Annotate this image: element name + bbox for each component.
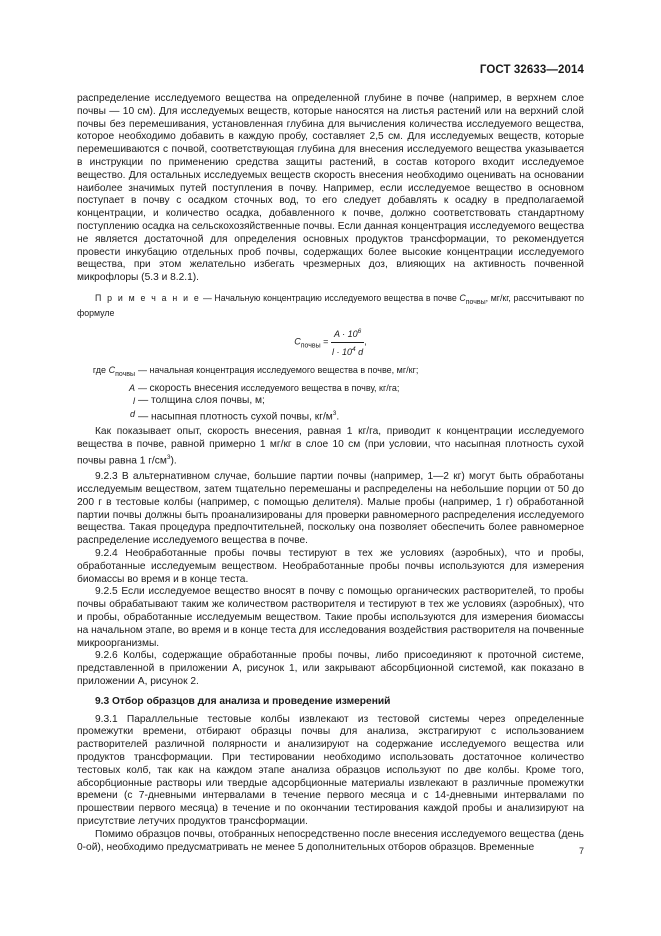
note-text-after: , мг/кг, рассчитывают по формуле [77, 292, 585, 319]
page-number: 7 [578, 846, 584, 856]
concentration-formula [77, 326, 584, 359]
legend-row-l [77, 395, 584, 408]
section-heading-9-3: 9.3 Отбор образцов для анализа и проведение измерений [95, 695, 391, 707]
legend-c-desc: — начальная концентрация исследуемого вещества в почве, мг/кг; [138, 365, 419, 376]
legend-a-desc [138, 382, 399, 396]
paragraph-9-2-3: 9.2.3 В альтернативном случае, большие партии почвы (например, 1—2 кг) могут быть обработаны исследуемым веществом, затем тщательно перемешаны и распределены на небольшие порции от 50 до 200 г в тестовые колбы (например, с помощью делителя). Малые пробы (например, 1 г) обработанной партии почвы должны быть проанализированы для проверки равномерного распределения исследуемого вещества. Такая процедура предпочтительней, поскольку она позволяет обеспечить более равномерное распределение исследуемого вещества в почве. [77, 471, 584, 547]
legend-row-c [77, 364, 584, 381]
legend-c-sym: C [108, 365, 116, 376]
formula-legend [77, 364, 584, 423]
formula-denominator-sup: 4 [352, 345, 356, 353]
paragraph-experience-text: Как показывает опыт, скорость внесения, равная 1 кг/га, приводит к концентрации исследуемого вещества в почве, равной примерно 1 мг/кг в слое 10 см (при условии, что насыпная плотность сухой почвы равна 1 г/см [77, 426, 584, 467]
paragraph-9-2-5: 9.2.5 Если исследуемое вещество вносят в почву с помощью органических растворителей, то пробы почвы обрабатывают таким же количеством растворителя и тестируют в тех же условиях (аэробных), что и пробы, обработанные исследуемым веществом. Такие пробы используются для измерения биомассы на начальном этапе, во время и в конце теста для исследования воздействия растворителя на почвенные микроорганизмы. [77, 586, 584, 649]
formula-fraction [331, 326, 364, 359]
legend-a-sym: A [128, 382, 135, 393]
legend-a-word: скорость внесения [149, 382, 239, 394]
formula-denominator-tail: d [355, 346, 364, 357]
paragraph-experience-sup: 3 [166, 454, 171, 462]
formula-numerator [331, 326, 364, 343]
paragraph-9-3-1: 9.3.1 Параллельные тестовые колбы извлекают из тестовой системы через определенные промежутки времени, отбирают образцы почвы для анализа, экстрагируют с использованием растворителей различной полярности и анализируют на содержание исследуемого вещества или продуктов трансформации. При тестировании необходимо использовать достаточное количество тестовых колб, так как на каждом этапе анализа образцов используют по две колбы. Кроме того, абсорбционные растворы или твердые адсорбционные материалы извлекают в различные промежутки времени (с 7-дневными интервалами в течение первого месяца и с 14-дневными интервалами по прошествии первого месяца) в течение и по окончании тестирования каждой пробы и анализируют на присутствие летучих продуктов трансформации. [77, 713, 584, 827]
legend-d-end: . [336, 410, 340, 422]
note-paragraph [77, 293, 584, 320]
note-label: П р и м е ч а н и е [95, 292, 201, 303]
formula-denominator-text: l · 10 [332, 346, 353, 357]
legend-d-sym: d [129, 408, 135, 419]
formula-numerator-text: A · 10 [333, 328, 358, 339]
standard-number-header: ГОСТ 32633—2014 [479, 64, 584, 76]
legend-d-desc [138, 408, 339, 424]
formula-lhs-sub: почвы [300, 342, 321, 350]
legend-c-sub: почвы [115, 371, 135, 379]
note-text-before: — Начальную концентрацию исследуемого вещества в почве [200, 292, 460, 303]
paragraph-experience-end: ). [170, 455, 177, 467]
legend-row-d [77, 408, 584, 424]
legend-d-sup: 3 [332, 409, 337, 417]
paragraph-experience [77, 426, 584, 468]
paragraph-sampling: Помимо образцов почвы, отобранных непосредственно после внесения исследуемого вещества (день 0-ой), необходимо предусматривать не менее 5 дополнительных отборов образцов. Временные [77, 828, 584, 853]
legend-prefix: где [92, 365, 109, 376]
formula-end: , [364, 336, 367, 347]
formula-lhs: C [294, 336, 301, 347]
legend-l-sym: l [133, 396, 135, 407]
legend-row-a [77, 382, 584, 396]
legend-l-desc: — толщина слоя почвы, м; [138, 395, 265, 407]
formula-equals: = [323, 336, 329, 347]
legend-c-symbol [77, 364, 138, 381]
paragraph-9-2-6: 9.2.6 Колбы, содержащие обработанные пробы почвы, либо присоединяют к проточной системе, представленной в приложении А, рисунок 1, или закрывают абсорбционной системой, как показано в приложении А, рисунок 2. [77, 650, 584, 688]
document-body [77, 93, 584, 854]
legend-a-rest: исследуемого вещества в почву, кг/га; [238, 382, 400, 393]
note-symbol-sub: почвы [465, 298, 486, 306]
legend-a-dash: — [138, 382, 150, 393]
formula-denominator [331, 343, 364, 359]
note-symbol: C [459, 292, 466, 303]
legend-d-text: — насыпная плотность сухой почвы, кг/м [138, 410, 333, 422]
paragraph-9-2-4: 9.2.4 Необработанные пробы почвы тестируют в тех же условиях (аэробных), что и пробы, обработанные исследуемым веществом. Необработанные пробы почвы используются для измерения биомассы во время и в конце теста. [77, 548, 584, 585]
formula-numerator-sup: 6 [357, 327, 362, 335]
paragraph-continuation: распределение исследуемого вещества на определенной глубине в почве (например, в верхнем слое почвы — 10 см). Для исследуемых веществ, которые наносятся на листья растений или на верхний слой почвы без перемешивания, установленная глубина для вычисления количества исследуемого вещества, которое необходимо добавить в каждую пробу, составляет 2,5 см. Для исследуемых веществ, которые перемешиваются с почвой, соответствующая глубина для внесения исследуемого вещества указывается в инструкции по применению средства защиты растений, в состав которого входит исследуемое вещество. Для остальных исследуемых веществ скорость внесения необходимо оценивать на основании наиболее значимых путей поступления в почву. Например, если исследуемое вещество в основном поступает в почву с осадком сточных вод, то его следует добавлять к осадку в предполагаемой концентрации, и количество осадка, добавленного к почве, должно соответствовать стандартному поступлению осадка на сельскохозяйственные почвы. Если данная концентрация исследуемого вещества не является достаточной для определения основных продуктов трансформации, то рекомендуется провести инкубацию отдельных проб почвы, содержащих более высокие концентрации исследуемого вещества, при этом желательно избегать чрезмерных доз, влияющих на активность почвенной микрофлоры (5.3 и 8.2.1). [77, 93, 584, 284]
